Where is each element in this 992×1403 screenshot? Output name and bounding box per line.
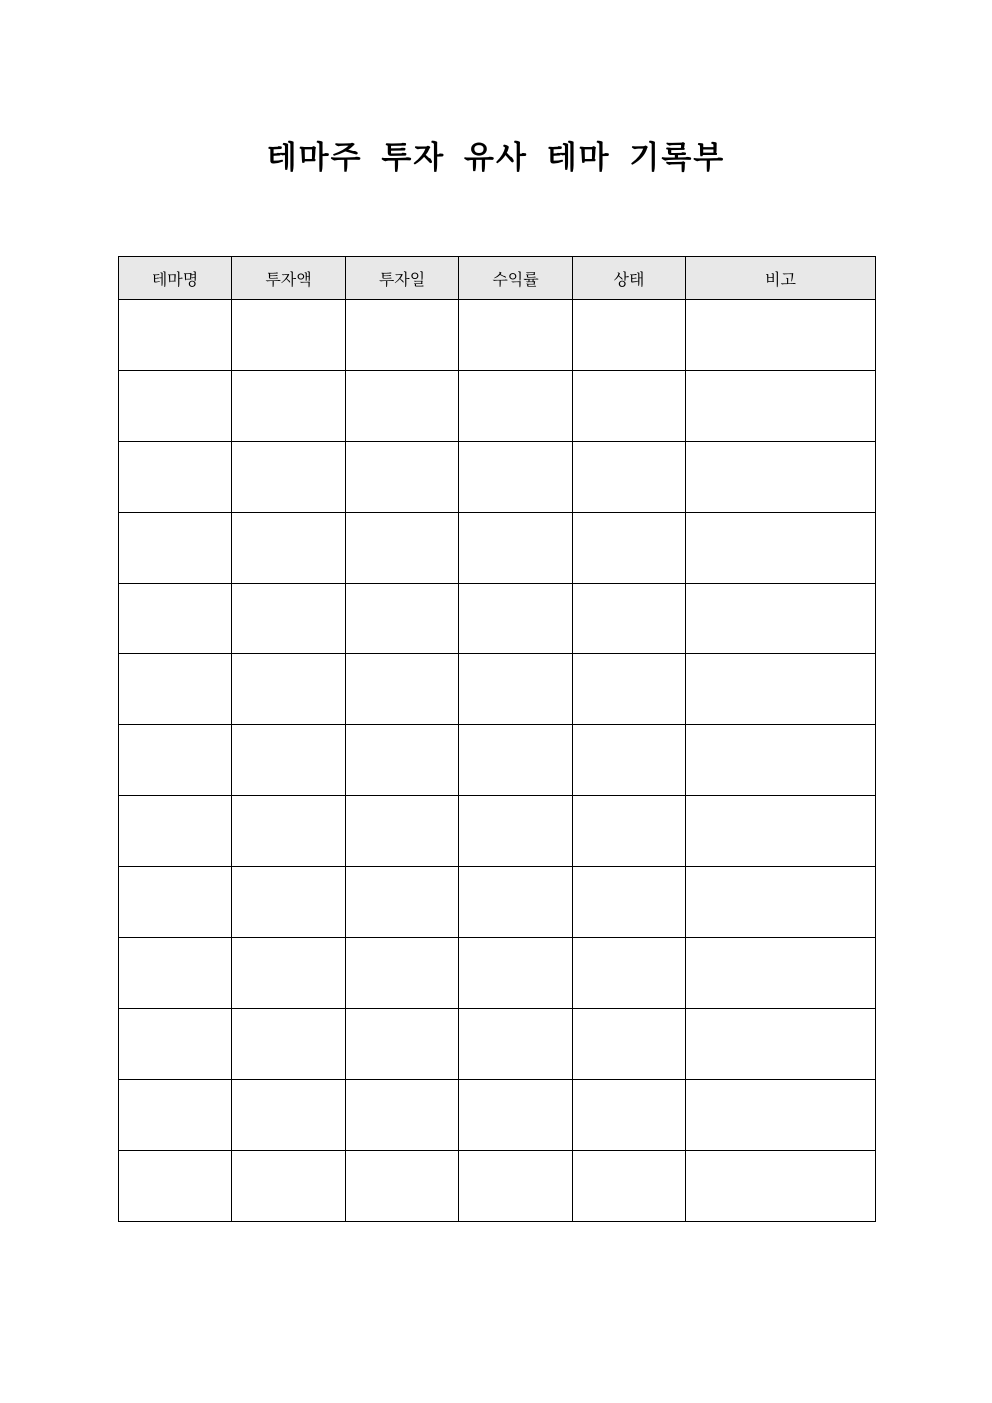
table-row: [119, 1150, 876, 1221]
cell-status[interactable]: [573, 441, 686, 512]
cell-status[interactable]: [573, 1150, 686, 1221]
table-row: [119, 300, 876, 371]
cell-status[interactable]: [573, 512, 686, 583]
table-row: [119, 1079, 876, 1150]
cell-investment-date[interactable]: [346, 300, 459, 371]
cell-return-rate[interactable]: [459, 867, 573, 938]
table-row: [119, 583, 876, 654]
cell-investment-amount[interactable]: [232, 583, 346, 654]
cell-status[interactable]: [573, 867, 686, 938]
cell-theme-name[interactable]: [119, 583, 232, 654]
table-row: [119, 654, 876, 725]
cell-remarks[interactable]: [686, 867, 876, 938]
cell-theme-name[interactable]: [119, 654, 232, 725]
table-row: [119, 938, 876, 1009]
cell-remarks[interactable]: [686, 583, 876, 654]
column-header-investment-date: 투자일: [346, 257, 459, 300]
cell-theme-name[interactable]: [119, 1008, 232, 1079]
cell-remarks[interactable]: [686, 300, 876, 371]
cell-remarks[interactable]: [686, 1150, 876, 1221]
cell-theme-name[interactable]: [119, 300, 232, 371]
cell-investment-amount[interactable]: [232, 654, 346, 725]
table-row: [119, 796, 876, 867]
cell-return-rate[interactable]: [459, 796, 573, 867]
cell-return-rate[interactable]: [459, 370, 573, 441]
cell-investment-date[interactable]: [346, 796, 459, 867]
cell-investment-date[interactable]: [346, 867, 459, 938]
cell-status[interactable]: [573, 300, 686, 371]
cell-investment-amount[interactable]: [232, 1150, 346, 1221]
column-header-remarks: 비고: [686, 257, 876, 300]
cell-return-rate[interactable]: [459, 1008, 573, 1079]
cell-remarks[interactable]: [686, 370, 876, 441]
cell-return-rate[interactable]: [459, 512, 573, 583]
cell-investment-date[interactable]: [346, 1008, 459, 1079]
cell-investment-date[interactable]: [346, 725, 459, 796]
cell-return-rate[interactable]: [459, 938, 573, 1009]
cell-investment-date[interactable]: [346, 370, 459, 441]
cell-theme-name[interactable]: [119, 938, 232, 1009]
document-title: 테마주 투자 유사 테마 기록부: [266, 140, 726, 176]
cell-investment-amount[interactable]: [232, 867, 346, 938]
cell-status[interactable]: [573, 796, 686, 867]
cell-status[interactable]: [573, 1008, 686, 1079]
table-header-row: [119, 257, 876, 300]
cell-theme-name[interactable]: [119, 1079, 232, 1150]
table-row: [119, 867, 876, 938]
cell-investment-amount[interactable]: [232, 938, 346, 1009]
cell-investment-amount[interactable]: [232, 441, 346, 512]
cell-theme-name[interactable]: [119, 796, 232, 867]
cell-investment-date[interactable]: [346, 1150, 459, 1221]
cell-status[interactable]: [573, 583, 686, 654]
cell-investment-amount[interactable]: [232, 1008, 346, 1079]
cell-investment-amount[interactable]: [232, 796, 346, 867]
table-row: [119, 1008, 876, 1079]
cell-investment-amount[interactable]: [232, 512, 346, 583]
cell-status[interactable]: [573, 725, 686, 796]
column-header-status: 상태: [573, 257, 686, 300]
cell-remarks[interactable]: [686, 1008, 876, 1079]
cell-return-rate[interactable]: [459, 654, 573, 725]
cell-remarks[interactable]: [686, 796, 876, 867]
cell-theme-name[interactable]: [119, 441, 232, 512]
cell-theme-name[interactable]: [119, 1150, 232, 1221]
column-header-theme-name: 테마명: [119, 257, 232, 300]
table-row: [119, 441, 876, 512]
cell-investment-date[interactable]: [346, 938, 459, 1009]
cell-status[interactable]: [573, 1079, 686, 1150]
cell-remarks[interactable]: [686, 938, 876, 1009]
cell-theme-name[interactable]: [119, 725, 232, 796]
cell-investment-date[interactable]: [346, 654, 459, 725]
column-header-investment-amount: 투자액: [232, 257, 346, 300]
cell-remarks[interactable]: [686, 725, 876, 796]
cell-return-rate[interactable]: [459, 441, 573, 512]
cell-status[interactable]: [573, 370, 686, 441]
cell-investment-amount[interactable]: [232, 1079, 346, 1150]
cell-remarks[interactable]: [686, 1079, 876, 1150]
cell-theme-name[interactable]: [119, 512, 232, 583]
cell-return-rate[interactable]: [459, 1150, 573, 1221]
cell-remarks[interactable]: [686, 654, 876, 725]
table-row: [119, 725, 876, 796]
cell-investment-date[interactable]: [346, 583, 459, 654]
cell-return-rate[interactable]: [459, 583, 573, 654]
table-row: [119, 512, 876, 583]
cell-return-rate[interactable]: [459, 300, 573, 371]
table-row: [119, 370, 876, 441]
cell-investment-amount[interactable]: [232, 725, 346, 796]
cell-return-rate[interactable]: [459, 1079, 573, 1150]
cell-return-rate[interactable]: [459, 725, 573, 796]
cell-investment-amount[interactable]: [232, 300, 346, 371]
column-header-return-rate: 수익률: [459, 257, 573, 300]
cell-investment-date[interactable]: [346, 1079, 459, 1150]
cell-theme-name[interactable]: [119, 370, 232, 441]
cell-remarks[interactable]: [686, 441, 876, 512]
cell-investment-date[interactable]: [346, 512, 459, 583]
cell-status[interactable]: [573, 654, 686, 725]
cell-status[interactable]: [573, 938, 686, 1009]
record-table: [118, 256, 876, 1222]
cell-investment-amount[interactable]: [232, 370, 346, 441]
cell-theme-name[interactable]: [119, 867, 232, 938]
cell-investment-date[interactable]: [346, 441, 459, 512]
cell-remarks[interactable]: [686, 512, 876, 583]
